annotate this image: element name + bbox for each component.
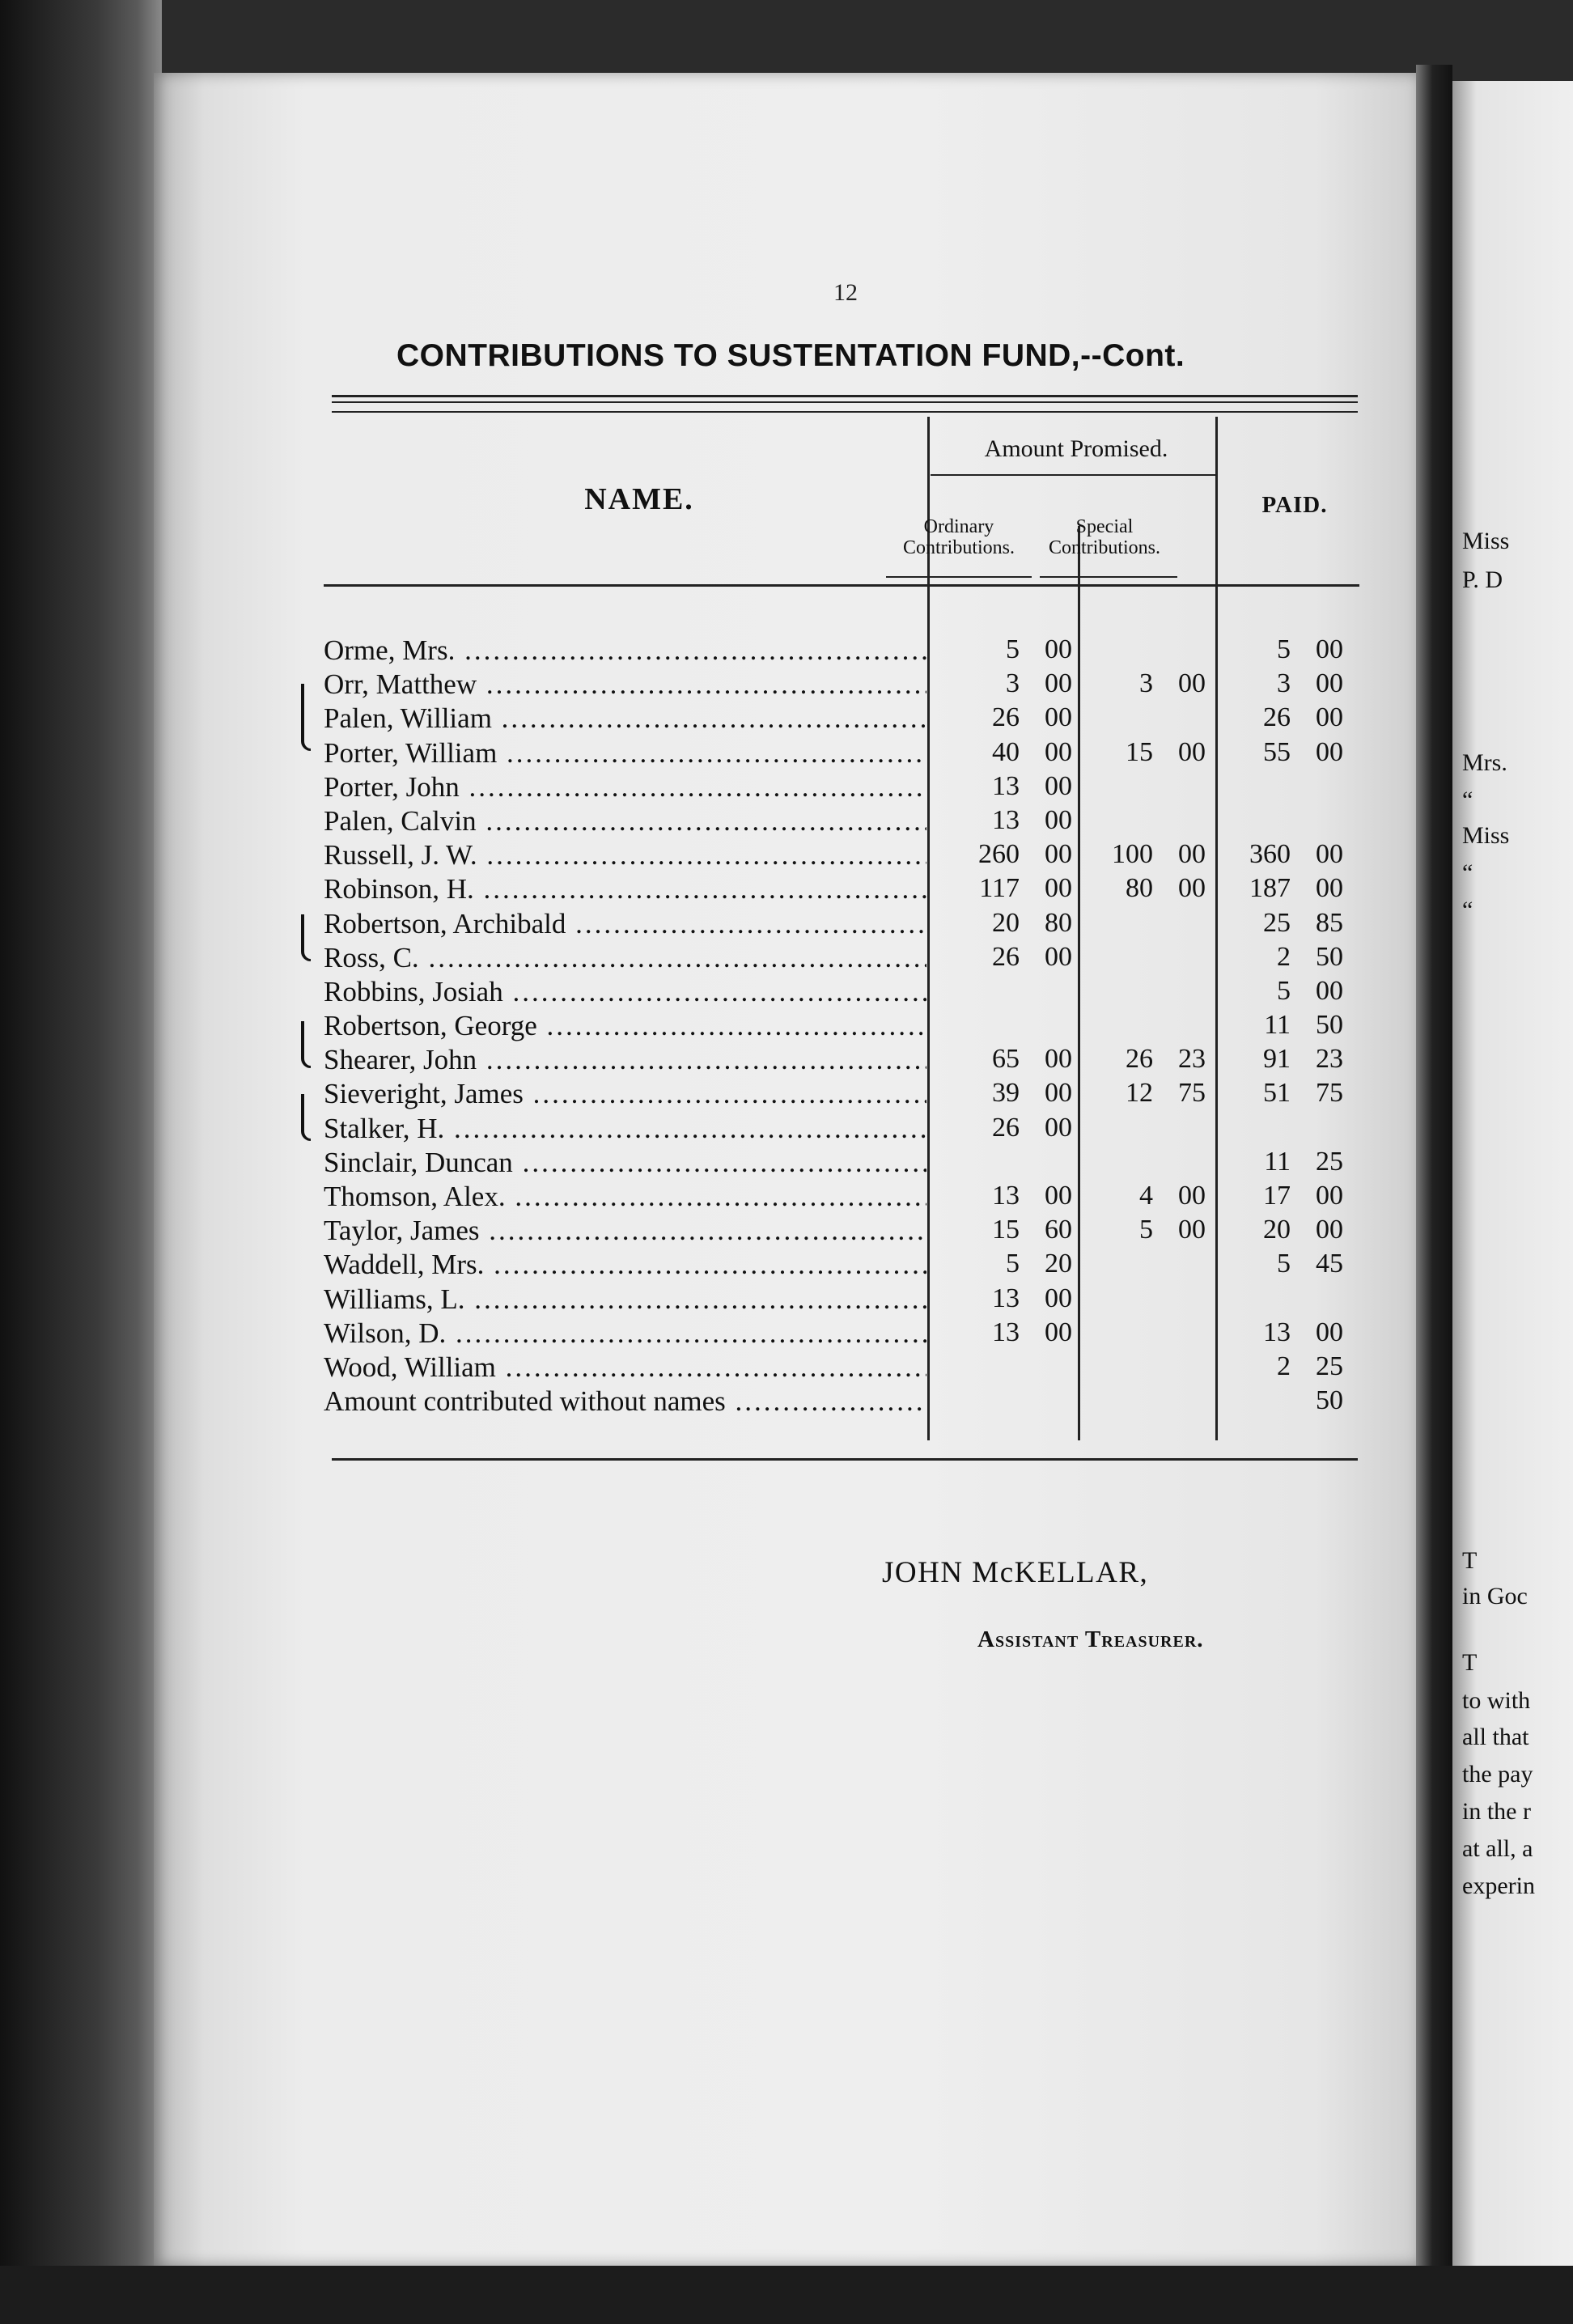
facing-page-line: T: [1462, 1547, 1478, 1574]
row-name: Orr, Matthew .....: [324, 668, 926, 701]
header-bottom-rule: [324, 584, 1359, 587]
paid-dollars: 55: [1263, 736, 1291, 767]
ordinary-cents: 20: [1045, 1249, 1072, 1279]
ordinary-cents: 00: [1045, 668, 1072, 699]
paid-cents: 25: [1316, 1146, 1343, 1177]
special-cents: 00: [1178, 873, 1206, 904]
table-row: [324, 1215, 1367, 1249]
paid-dollars: 2: [1277, 941, 1291, 972]
ordinary-dollars: 26: [992, 1112, 1020, 1143]
row-name: Robinson, H. .....: [324, 873, 926, 905]
facing-page-line: Mrs.: [1462, 749, 1507, 776]
paid-dollars: 3: [1277, 668, 1291, 699]
ordinary-cents: 00: [1045, 873, 1072, 904]
header-paid: PAID.: [1261, 492, 1328, 518]
paid-dollars: 91: [1263, 1044, 1291, 1075]
facing-page-line: “: [1462, 859, 1473, 886]
ordinary-dollars: 3: [1006, 668, 1020, 699]
table-row: [324, 1181, 1367, 1215]
ordinary-cents: 80: [1045, 907, 1072, 938]
ordinary-dollars: 26: [992, 702, 1020, 733]
ordinary-dollars: 39: [992, 1078, 1020, 1109]
row-name: Thomson, Alex. .....: [324, 1181, 926, 1213]
row-name: Ross, C. .....: [324, 942, 926, 974]
paid-dollars: 26: [1263, 702, 1291, 733]
table-row: [324, 942, 1367, 976]
paid-dollars: 2: [1277, 1351, 1291, 1381]
ordinary-dollars: 26: [992, 941, 1020, 972]
ordinary-cents: 00: [1045, 1283, 1072, 1313]
paid-dollars: 187: [1249, 873, 1291, 904]
ordinary-cents: 00: [1045, 634, 1072, 664]
book-spine-edge: [0, 0, 162, 2324]
paid-dollars: 11: [1264, 1010, 1291, 1041]
special-cents: 00: [1178, 839, 1206, 870]
paid-dollars: 5: [1277, 975, 1291, 1006]
table-row: [324, 634, 1367, 668]
facing-page-line: in the r: [1462, 1798, 1531, 1825]
ordinary-dollars: 13: [992, 770, 1020, 801]
ordinary-dollars: 5: [1006, 1249, 1020, 1279]
ordinary-dollars: 15: [992, 1215, 1020, 1245]
table-row: [324, 805, 1367, 839]
paid-dollars: 51: [1263, 1078, 1291, 1109]
contributions-table: [324, 634, 1367, 1419]
table-row: [324, 1317, 1367, 1351]
paid-cents: 25: [1316, 1351, 1343, 1381]
special-cents: 23: [1178, 1044, 1206, 1075]
facing-page-line: Miss: [1462, 528, 1510, 554]
facing-page-line: T: [1462, 1649, 1478, 1676]
paid-cents: 50: [1316, 1385, 1343, 1416]
scan-border: [0, 2266, 1573, 2324]
ordinary-dollars: 40: [992, 736, 1020, 767]
paid-cents: 50: [1316, 1010, 1343, 1041]
row-name: Palen, William .....: [324, 702, 926, 735]
table-row: [324, 976, 1367, 1010]
table-row: [324, 1351, 1367, 1385]
paid-cents: 50: [1316, 941, 1343, 972]
table-row: [324, 1385, 1367, 1419]
table-row: [324, 668, 1367, 702]
row-name: Porter, John .....: [324, 771, 926, 804]
special-dollars: 3: [1139, 668, 1153, 699]
ordinary-cents: 00: [1045, 839, 1072, 870]
row-name: Amount contributed without names .....: [324, 1385, 926, 1418]
ordinary-cents: 00: [1045, 1112, 1072, 1143]
ordinary-dollars: 20: [992, 907, 1020, 938]
handwritten-tick: [301, 1094, 311, 1141]
ordinary-cents: 00: [1045, 1078, 1072, 1109]
ordinary-dollars: 117: [979, 873, 1020, 904]
paid-cents: 00: [1316, 668, 1343, 699]
special-cents: 00: [1178, 668, 1206, 699]
row-name: Sieveright, James .....: [324, 1078, 926, 1110]
row-name: Wood, William .....: [324, 1351, 926, 1384]
ordinary-dollars: 13: [992, 1283, 1020, 1313]
treasurer-title: Assistant Treasurer.: [977, 1626, 1204, 1652]
row-name: Waddell, Mrs. .....: [324, 1249, 926, 1281]
special-dollars: 15: [1126, 736, 1153, 767]
facing-page-line: to with: [1462, 1687, 1531, 1714]
ordinary-cents: 00: [1045, 1181, 1072, 1211]
ordinary-underline: [886, 576, 1032, 578]
page-gutter: [1416, 65, 1452, 2266]
paid-cents: 23: [1316, 1044, 1343, 1075]
special-dollars: 4: [1139, 1181, 1153, 1211]
ordinary-cents: 00: [1045, 1317, 1072, 1347]
table-row: [324, 908, 1367, 942]
special-dollars: 5: [1139, 1215, 1153, 1245]
paid-cents: 45: [1316, 1249, 1343, 1279]
table-row: [324, 1044, 1367, 1078]
special-cents: 00: [1178, 1181, 1206, 1211]
row-name: Porter, William .....: [324, 737, 926, 770]
facing-page-line: “: [1462, 787, 1473, 813]
paid-dollars: 13: [1263, 1317, 1291, 1347]
ordinary-cents: 00: [1045, 1044, 1072, 1075]
facing-page-line: “: [1462, 897, 1473, 923]
facing-page-line: at all, a: [1462, 1835, 1533, 1862]
row-name: Robertson, Archibald .....: [324, 908, 926, 940]
facing-page-line: the pay: [1462, 1761, 1533, 1788]
paid-cents: 75: [1316, 1078, 1343, 1109]
table-row: [324, 1010, 1367, 1044]
paid-dollars: 20: [1263, 1215, 1291, 1245]
paid-cents: 85: [1316, 907, 1343, 938]
paid-cents: 00: [1316, 1215, 1343, 1245]
paid-cents: 00: [1316, 975, 1343, 1006]
page-number: 12: [833, 279, 858, 306]
ordinary-dollars: 260: [978, 839, 1020, 870]
facing-page-line: P. D: [1462, 566, 1503, 593]
table-row: [324, 839, 1367, 873]
row-name: Sinclair, Duncan .....: [324, 1147, 926, 1179]
special-dollars: 100: [1112, 839, 1153, 870]
row-name: Stalker, H. .....: [324, 1113, 926, 1145]
row-name: Shearer, John .....: [324, 1044, 926, 1076]
paid-cents: 00: [1316, 839, 1343, 870]
ordinary-dollars: 13: [992, 804, 1020, 835]
title-rule-bottom: [332, 411, 1358, 413]
special-underline: [1040, 576, 1177, 578]
paid-dollars: 360: [1249, 839, 1291, 870]
paid-cents: 00: [1316, 736, 1343, 767]
paid-dollars: 11: [1264, 1146, 1291, 1177]
paid-cents: 00: [1316, 1317, 1343, 1347]
facing-page-line: experin: [1462, 1872, 1535, 1899]
handwritten-tick: [301, 684, 311, 751]
table-row: [324, 1147, 1367, 1181]
paid-cents: 00: [1316, 873, 1343, 904]
ordinary-cents: 60: [1045, 1215, 1072, 1245]
ordinary-cents: 00: [1045, 770, 1072, 801]
paid-dollars: 17: [1263, 1181, 1291, 1211]
table-row: [324, 702, 1367, 736]
ordinary-dollars: 65: [992, 1044, 1020, 1075]
ordinary-dollars: 13: [992, 1181, 1020, 1211]
special-cents: 75: [1178, 1078, 1206, 1109]
row-name: Robbins, Josiah .....: [324, 976, 926, 1008]
row-name: Wilson, D. .....: [324, 1317, 926, 1350]
special-dollars: 12: [1126, 1078, 1153, 1109]
table-row: [324, 771, 1367, 805]
paid-dollars: 25: [1263, 907, 1291, 938]
paid-cents: 00: [1316, 702, 1343, 733]
ordinary-cents: 00: [1045, 941, 1072, 972]
ordinary-cents: 00: [1045, 736, 1072, 767]
table-row: [324, 737, 1367, 771]
facing-page-line: all that: [1462, 1724, 1529, 1750]
ordinary-dollars: 13: [992, 1317, 1020, 1347]
ordinary-cents: 00: [1045, 702, 1072, 733]
special-cents: 00: [1178, 1215, 1206, 1245]
table-row: [324, 873, 1367, 907]
special-dollars: 80: [1126, 873, 1153, 904]
special-cents: 00: [1178, 736, 1206, 767]
title-rule-middle: [332, 401, 1358, 403]
header-amount-promised: Amount Promised.: [984, 435, 1168, 462]
special-dollars: 26: [1126, 1044, 1153, 1075]
table-row: [324, 1078, 1367, 1112]
paid-dollars: 5: [1277, 634, 1291, 664]
row-name: Orme, Mrs. .....: [324, 634, 926, 667]
table-row: [324, 1249, 1367, 1283]
ordinary-dollars: 5: [1006, 634, 1020, 664]
handwritten-tick: [301, 1021, 311, 1068]
header-ordinary: Ordinary Contributions.: [902, 516, 1015, 558]
facing-page-line: in Goc: [1462, 1583, 1528, 1609]
row-name: Russell, J. W. .....: [324, 839, 926, 872]
row-name: Robertson, George .....: [324, 1010, 926, 1042]
paid-cents: 00: [1316, 1181, 1343, 1211]
title-rule-top: [332, 395, 1358, 397]
row-name: Taylor, James .....: [324, 1215, 926, 1247]
header-name: NAME.: [584, 482, 694, 516]
ordinary-cents: 00: [1045, 804, 1072, 835]
table-row: [324, 1283, 1367, 1317]
handwritten-tick: [301, 914, 311, 961]
facing-page-line: Miss: [1462, 822, 1510, 849]
paid-cents: 00: [1316, 634, 1343, 664]
row-name: Williams, L. .....: [324, 1283, 926, 1316]
table-bottom-rule: [332, 1458, 1358, 1461]
treasurer-name: JOHN McKELLAR,: [882, 1556, 1149, 1589]
table-row: [324, 1113, 1367, 1147]
row-name: Palen, Calvin .....: [324, 805, 926, 838]
paid-dollars: 5: [1277, 1249, 1291, 1279]
facing-page: [1452, 81, 1573, 2266]
page-title: CONTRIBUTIONS TO SUSTENTATION FUND,--Cont.: [396, 338, 1185, 373]
header-special: Special Contributions.: [1048, 516, 1160, 558]
promised-underline: [931, 474, 1215, 476]
